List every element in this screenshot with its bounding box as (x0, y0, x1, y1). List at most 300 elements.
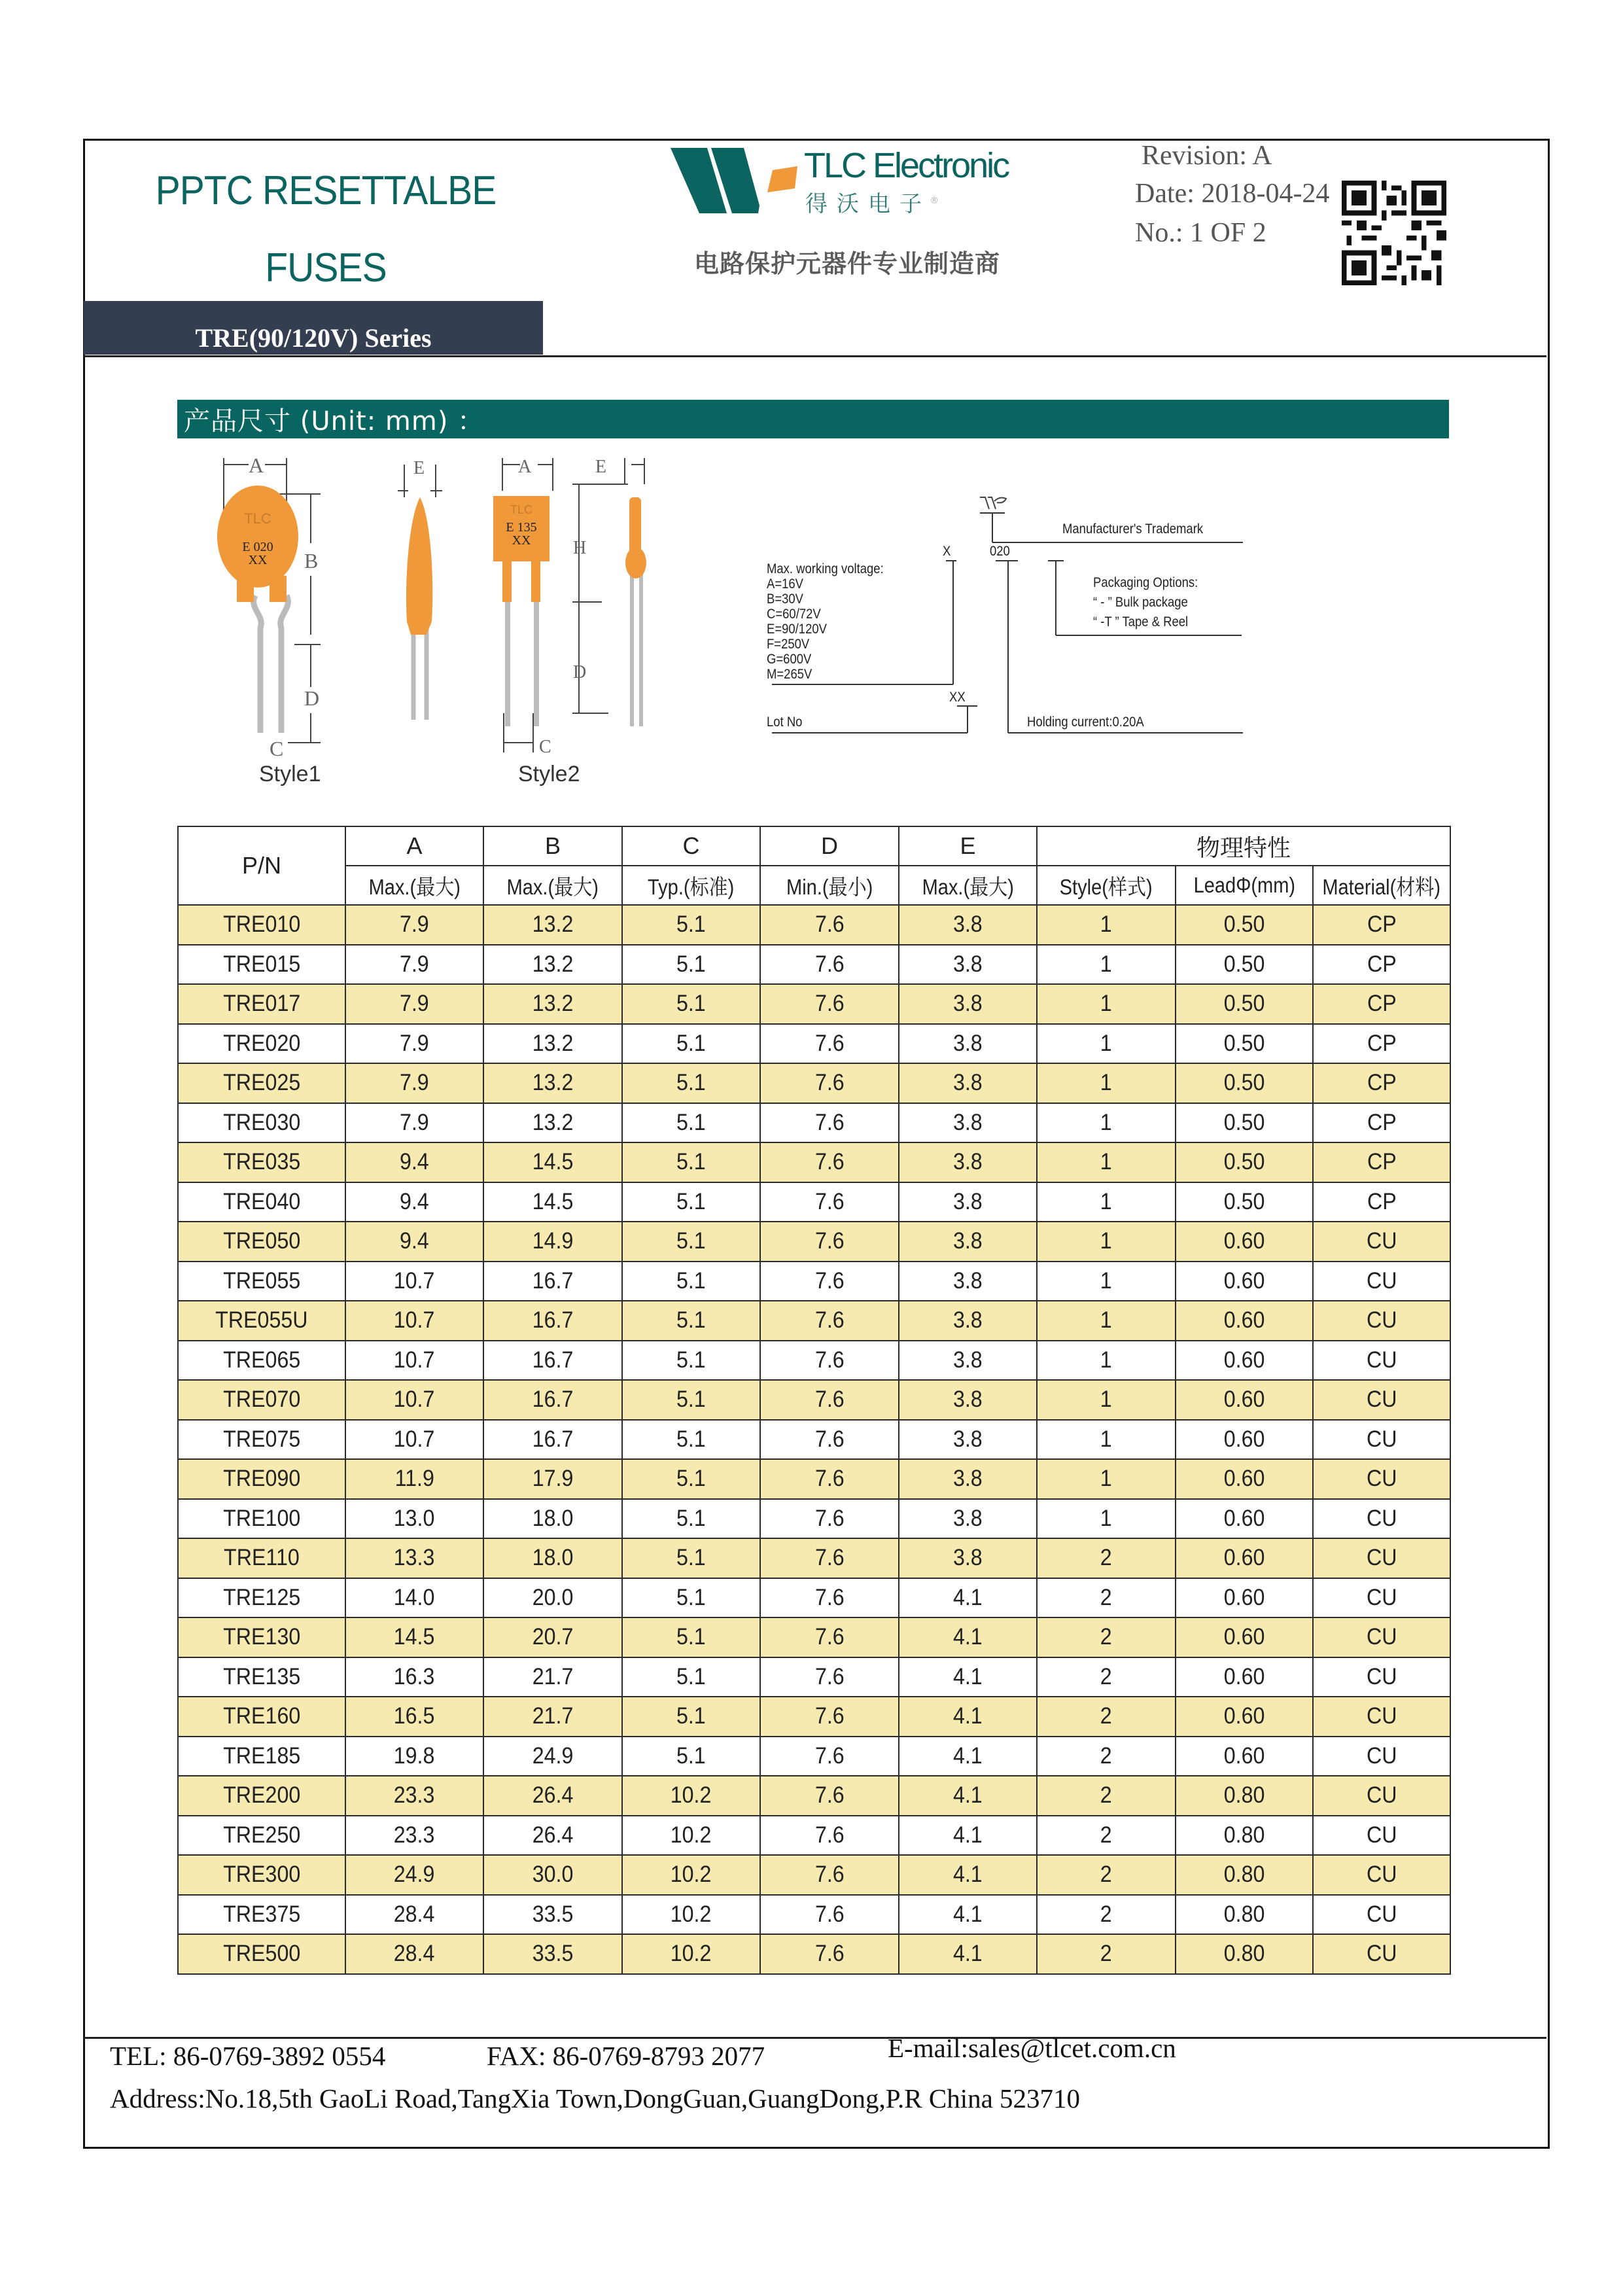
cell-d: 7.6 (760, 1142, 899, 1182)
cell-a: 9.4 (345, 1142, 483, 1182)
cell-pn: TRE160 (178, 1697, 345, 1737)
cell-d: 7.6 (760, 945, 899, 985)
subheader-style: Style(样式) (1037, 866, 1176, 905)
subheader-b: Max.(最大) (483, 866, 622, 905)
svg-text:A: A (249, 453, 264, 477)
cell-style: 2 (1037, 1538, 1176, 1578)
cell-lead: 0.60 (1176, 1301, 1313, 1341)
cell-material: CU (1313, 1934, 1450, 1974)
header-e: E (899, 826, 1037, 866)
cell-a: 28.4 (345, 1895, 483, 1935)
svg-text:C: C (270, 737, 284, 759)
table-row (178, 1697, 1450, 1737)
current-code: 020 (990, 544, 1010, 559)
cell-e: 3.8 (899, 1222, 1037, 1262)
subheader-lead: LeadΦ(mm) (1176, 866, 1313, 905)
table-row (178, 1776, 1450, 1816)
cell-b: 21.7 (483, 1697, 622, 1737)
cell-e: 4.1 (899, 1737, 1037, 1776)
trademark-label: Manufacturer's Trademark (1062, 521, 1204, 537)
cell-d: 7.6 (760, 1657, 899, 1697)
cell-d: 7.6 (760, 1301, 899, 1341)
cell-style: 1 (1037, 1103, 1176, 1143)
cell-e: 3.8 (899, 1499, 1037, 1539)
cell-a: 10.7 (345, 1420, 483, 1460)
cell-e: 3.8 (899, 1262, 1037, 1301)
lot-code: XX (949, 690, 966, 705)
cell-a: 19.8 (345, 1737, 483, 1776)
svg-text:TLC: TLC (510, 503, 533, 516)
cell-style: 2 (1037, 1855, 1176, 1895)
cell-lead: 0.60 (1176, 1737, 1313, 1776)
svg-text:TLC: TLC (244, 510, 271, 527)
cell-e: 3.8 (899, 1538, 1037, 1578)
tlc-logo-icon (667, 143, 797, 221)
svg-text:A: A (518, 457, 532, 477)
cell-b: 13.2 (483, 1103, 622, 1143)
cell-a: 10.7 (345, 1301, 483, 1341)
cell-c: 10.2 (622, 1776, 760, 1816)
cell-lead: 0.50 (1176, 1142, 1313, 1182)
cell-material: CP (1313, 945, 1450, 985)
cell-d: 7.6 (760, 1262, 899, 1301)
cell-c: 5.1 (622, 945, 760, 985)
cell-material: CU (1313, 1657, 1450, 1697)
cell-pn: TRE025 (178, 1063, 345, 1103)
cell-c: 10.2 (622, 1816, 760, 1856)
svg-text:D: D (573, 662, 587, 682)
cell-d: 7.6 (760, 1103, 899, 1143)
cell-material: CP (1313, 1063, 1450, 1103)
cell-c: 5.1 (622, 1262, 760, 1301)
cell-style: 1 (1037, 1499, 1176, 1539)
cell-style: 2 (1037, 1617, 1176, 1657)
cell-d: 7.6 (760, 1024, 899, 1064)
cell-a: 23.3 (345, 1776, 483, 1816)
table-row (178, 984, 1450, 1024)
table-row (178, 1024, 1450, 1064)
cell-material: CU (1313, 1222, 1450, 1262)
cell-e: 3.8 (899, 1024, 1037, 1064)
cell-e: 4.1 (899, 1617, 1037, 1657)
cell-c: 5.1 (622, 1617, 760, 1657)
voltage-options: Max. working voltage: A=16V B=30V C=60/72V E=90/120V F=250V G=600V M=265V (767, 561, 884, 682)
lot-label: Lot No (767, 715, 803, 730)
cell-e: 4.1 (899, 1697, 1037, 1737)
cell-pn: TRE010 (178, 905, 345, 945)
subheader-e: Max.(最大) (899, 866, 1037, 905)
cell-a: 7.9 (345, 905, 483, 945)
cell-material: CU (1313, 1855, 1450, 1895)
cell-e: 3.8 (899, 984, 1037, 1024)
page-number-text: No.: 1 OF 2 (1135, 218, 1266, 248)
cell-pn: TRE185 (178, 1737, 345, 1776)
cell-e: 4.1 (899, 1855, 1037, 1895)
cell-lead: 0.60 (1176, 1222, 1313, 1262)
cell-c: 10.2 (622, 1855, 760, 1895)
svg-text:H: H (573, 538, 587, 558)
table-row (178, 1103, 1450, 1143)
cell-c: 5.1 (622, 1459, 760, 1499)
cell-e: 3.8 (899, 1103, 1037, 1143)
cell-b: 16.7 (483, 1262, 622, 1301)
cell-material: CU (1313, 1262, 1450, 1301)
cell-e: 3.8 (899, 1420, 1037, 1460)
cell-style: 1 (1037, 1222, 1176, 1262)
cell-lead: 0.80 (1176, 1776, 1313, 1816)
cell-a: 13.0 (345, 1499, 483, 1539)
cell-pn: TRE020 (178, 1024, 345, 1064)
cell-a: 9.4 (345, 1182, 483, 1222)
cell-a: 23.3 (345, 1816, 483, 1856)
table-row (178, 1341, 1450, 1381)
cell-pn: TRE015 (178, 945, 345, 985)
cell-material: CP (1313, 1182, 1450, 1222)
table-row (178, 945, 1450, 985)
table-header-row (178, 826, 1450, 866)
footer-email[interactable]: E-mail:sales@tlcet.com.cn (888, 2033, 1176, 2063)
cell-c: 5.1 (622, 1499, 760, 1539)
cell-b: 14.5 (483, 1142, 622, 1182)
cell-lead: 0.60 (1176, 1578, 1313, 1618)
svg-text:XX: XX (248, 553, 268, 567)
dimensions-table (177, 826, 1451, 1975)
cell-b: 13.2 (483, 1063, 622, 1103)
cell-pn: TRE300 (178, 1855, 345, 1895)
cell-pn: TRE017 (178, 984, 345, 1024)
cell-a: 10.7 (345, 1262, 483, 1301)
cell-pn: TRE375 (178, 1895, 345, 1935)
svg-text:C: C (539, 737, 551, 757)
cell-e: 3.8 (899, 1063, 1037, 1103)
header-divider (84, 355, 1546, 357)
footer-fax: FAX: 86-0769-8793 2077 (487, 2041, 765, 2071)
svg-text:E 020: E 020 (242, 540, 273, 554)
cell-e: 3.8 (899, 905, 1037, 945)
cell-lead: 0.80 (1176, 1895, 1313, 1935)
cell-material: CU (1313, 1420, 1450, 1460)
cell-pn: TRE075 (178, 1420, 345, 1460)
cell-b: 21.7 (483, 1657, 622, 1697)
table-row (178, 1459, 1450, 1499)
cell-pn: TRE200 (178, 1776, 345, 1816)
cell-material: CU (1313, 1499, 1450, 1539)
cell-a: 10.7 (345, 1380, 483, 1420)
company-logo (667, 143, 1020, 221)
cell-style: 1 (1037, 984, 1176, 1024)
table-row (178, 1538, 1450, 1578)
table-row (178, 1499, 1450, 1539)
cell-d: 7.6 (760, 1459, 899, 1499)
cell-e: 4.1 (899, 1934, 1037, 1974)
cell-b: 13.2 (483, 1024, 622, 1064)
table-row (178, 1578, 1450, 1618)
table-row (178, 905, 1450, 945)
document-title-line1: PPTC RESETTALBE (155, 168, 497, 213)
table-row (178, 1222, 1450, 1262)
subheader-d: Min.(最小) (760, 866, 899, 905)
cell-c: 5.1 (622, 1380, 760, 1420)
cell-style: 1 (1037, 1459, 1176, 1499)
cell-b: 13.2 (483, 905, 622, 945)
cell-lead: 0.50 (1176, 984, 1313, 1024)
svg-text:E: E (595, 457, 607, 477)
cell-b: 14.9 (483, 1222, 622, 1262)
cell-b: 16.7 (483, 1420, 622, 1460)
table-row (178, 1617, 1450, 1657)
cell-material: CP (1313, 1142, 1450, 1182)
cell-b: 30.0 (483, 1855, 622, 1895)
cell-c: 5.1 (622, 1222, 760, 1262)
cell-b: 20.0 (483, 1578, 622, 1618)
cell-style: 1 (1037, 1142, 1176, 1182)
table-row (178, 1934, 1450, 1974)
cell-c: 10.2 (622, 1934, 760, 1974)
cell-lead: 0.60 (1176, 1380, 1313, 1420)
cell-style: 2 (1037, 1697, 1176, 1737)
voltage-code: X (943, 544, 951, 559)
svg-text:E 135: E 135 (506, 520, 537, 535)
qr-code-icon (1342, 181, 1446, 285)
cell-a: 28.4 (345, 1934, 483, 1974)
svg-text:B: B (304, 549, 319, 573)
cell-style: 2 (1037, 1816, 1176, 1856)
cell-b: 16.7 (483, 1380, 622, 1420)
cell-material: CU (1313, 1459, 1450, 1499)
cell-material: CP (1313, 1103, 1450, 1143)
cell-d: 7.6 (760, 1182, 899, 1222)
table-row (178, 1420, 1450, 1460)
table-row (178, 1142, 1450, 1182)
cell-d: 7.6 (760, 1538, 899, 1578)
table-row (178, 1301, 1450, 1341)
cell-c: 5.1 (622, 1182, 760, 1222)
cell-material: CU (1313, 1697, 1450, 1737)
cell-style: 1 (1037, 1063, 1176, 1103)
cell-lead: 0.80 (1176, 1855, 1313, 1895)
cell-material: CU (1313, 1737, 1450, 1776)
cell-e: 3.8 (899, 1142, 1037, 1182)
cell-style: 1 (1037, 1380, 1176, 1420)
cell-e: 4.1 (899, 1578, 1037, 1618)
cell-c: 5.1 (622, 1142, 760, 1182)
cell-material: CU (1313, 1538, 1450, 1578)
cell-d: 7.6 (760, 1776, 899, 1816)
cell-pn: TRE030 (178, 1103, 345, 1143)
header-pn: P/N (178, 826, 345, 905)
logo-brand-cn: 得沃电子® (805, 192, 947, 217)
footer-tel: TEL: 86-0769-3892 0554 (110, 2041, 386, 2071)
cell-d: 7.6 (760, 1420, 899, 1460)
cell-pn: TRE500 (178, 1934, 345, 1974)
company-tagline: 电路保护元器件专业制造商 (694, 249, 1001, 278)
svg-text:XX: XX (512, 533, 531, 548)
cell-c: 5.1 (622, 1538, 760, 1578)
cell-lead: 0.60 (1176, 1420, 1313, 1460)
cell-lead: 0.60 (1176, 1459, 1313, 1499)
table-row (178, 1816, 1450, 1856)
cell-pn: TRE130 (178, 1617, 345, 1657)
header-b: B (483, 826, 622, 866)
cell-b: 33.5 (483, 1934, 622, 1974)
cell-lead: 0.60 (1176, 1538, 1313, 1578)
cell-e: 4.1 (899, 1657, 1037, 1697)
cell-style: 1 (1037, 945, 1176, 985)
cell-material: CP (1313, 1024, 1450, 1064)
cell-b: 18.0 (483, 1538, 622, 1578)
cell-lead: 0.50 (1176, 1182, 1313, 1222)
cell-lead: 0.80 (1176, 1934, 1313, 1974)
style2-label: Style2 (518, 762, 580, 786)
cell-pn: TRE035 (178, 1142, 345, 1182)
cell-material: CU (1313, 1301, 1450, 1341)
cell-style: 2 (1037, 1934, 1176, 1974)
cell-lead: 0.50 (1176, 1103, 1313, 1143)
cell-style: 1 (1037, 1301, 1176, 1341)
series-label: TRE(90/120V) Series (195, 323, 432, 353)
cell-c: 5.1 (622, 1578, 760, 1618)
cell-c: 5.1 (622, 1024, 760, 1064)
cell-pn: TRE050 (178, 1222, 345, 1262)
cell-material: CU (1313, 1776, 1450, 1816)
cell-style: 1 (1037, 1182, 1176, 1222)
holding-current-label: Holding current:0.20A (1027, 715, 1144, 730)
header-d: D (760, 826, 899, 866)
cell-b: 33.5 (483, 1895, 622, 1935)
cell-c: 5.1 (622, 1657, 760, 1697)
cell-style: 2 (1037, 1657, 1176, 1697)
date-text: Date: 2018-04-24 (1135, 179, 1330, 209)
footer-divider (84, 2037, 1546, 2039)
cell-lead: 0.50 (1176, 1063, 1313, 1103)
cell-pn: TRE040 (178, 1182, 345, 1222)
cell-b: 24.9 (483, 1737, 622, 1776)
footer-address: Address:No.18,5th GaoLi Road,TangXia Town,DongGuan,GuangDong,P.R China 523710 (110, 2083, 1081, 2113)
cell-lead: 0.60 (1176, 1262, 1313, 1301)
cell-d: 7.6 (760, 1617, 899, 1657)
cell-d: 7.6 (760, 1697, 899, 1737)
cell-d: 7.6 (760, 1341, 899, 1381)
revision-text: Revision: A (1142, 141, 1272, 171)
cell-pn: TRE110 (178, 1538, 345, 1578)
cell-d: 7.6 (760, 984, 899, 1024)
cell-pn: TRE100 (178, 1499, 345, 1539)
cell-a: 7.9 (345, 984, 483, 1024)
cell-style: 1 (1037, 905, 1176, 945)
cell-material: CU (1313, 1895, 1450, 1935)
cell-b: 16.7 (483, 1341, 622, 1381)
style2-diagram (484, 445, 700, 759)
cell-lead: 0.50 (1176, 945, 1313, 985)
cell-c: 5.1 (622, 1341, 760, 1381)
cell-b: 17.9 (483, 1459, 622, 1499)
subheader-a: Max.(最大) (345, 866, 483, 905)
cell-e: 3.8 (899, 1380, 1037, 1420)
subheader-material: Material(材料) (1313, 866, 1450, 905)
cell-lead: 0.60 (1176, 1341, 1313, 1381)
document-title-line2: FUSES (265, 245, 387, 291)
cell-material: CU (1313, 1578, 1450, 1618)
cell-c: 5.1 (622, 1103, 760, 1143)
table-row (178, 1895, 1450, 1935)
cell-b: 13.2 (483, 984, 622, 1024)
cell-a: 10.7 (345, 1341, 483, 1381)
cell-pn: TRE090 (178, 1459, 345, 1499)
cell-a: 14.0 (345, 1578, 483, 1618)
cell-lead: 0.50 (1176, 905, 1313, 945)
cell-style: 1 (1037, 1262, 1176, 1301)
cell-pn: TRE055 (178, 1262, 345, 1301)
cell-a: 13.3 (345, 1538, 483, 1578)
cell-a: 9.4 (345, 1222, 483, 1262)
cell-e: 3.8 (899, 1341, 1037, 1381)
cell-e: 4.1 (899, 1776, 1037, 1816)
cell-material: CU (1313, 1380, 1450, 1420)
cell-a: 11.9 (345, 1459, 483, 1499)
cell-a: 7.9 (345, 1024, 483, 1064)
cell-d: 7.6 (760, 1895, 899, 1935)
table-row (178, 1182, 1450, 1222)
packaging-options: Packaging Options: “ - ” Bulk package “ -T ” Tape & Reel (1093, 575, 1198, 629)
cell-e: 3.8 (899, 945, 1037, 985)
table-row (178, 1063, 1450, 1103)
header-a: A (345, 826, 483, 866)
cell-style: 2 (1037, 1776, 1176, 1816)
logo-brand-text: TLC Electronic (804, 146, 1009, 185)
subheader-c: Typ.(标准) (622, 866, 760, 905)
cell-pn: TRE070 (178, 1380, 345, 1420)
section-title-bar (177, 400, 1449, 438)
table-subheader-row (178, 866, 1450, 905)
cell-material: CU (1313, 1617, 1450, 1657)
cell-lead: 0.60 (1176, 1499, 1313, 1539)
table-row (178, 1380, 1450, 1420)
cell-e: 3.8 (899, 1182, 1037, 1222)
cell-material: CU (1313, 1816, 1450, 1856)
cell-a: 14.5 (345, 1617, 483, 1657)
cell-c: 5.1 (622, 984, 760, 1024)
cell-e: 3.8 (899, 1459, 1037, 1499)
cell-pn: TRE135 (178, 1657, 345, 1697)
series-banner (84, 301, 543, 355)
cell-d: 7.6 (760, 1499, 899, 1539)
cell-a: 7.9 (345, 1103, 483, 1143)
cell-c: 5.1 (622, 1697, 760, 1737)
cell-d: 7.6 (760, 1737, 899, 1776)
cell-style: 1 (1037, 1024, 1176, 1064)
header-c: C (622, 826, 760, 866)
cell-d: 7.6 (760, 905, 899, 945)
style1-label: Style1 (259, 762, 321, 786)
cell-style: 1 (1037, 1420, 1176, 1460)
cell-d: 7.6 (760, 1063, 899, 1103)
svg-text:D: D (304, 686, 320, 710)
cell-d: 7.6 (760, 1934, 899, 1974)
cell-c: 5.1 (622, 1301, 760, 1341)
cell-material: CU (1313, 1341, 1450, 1381)
cell-pn: TRE125 (178, 1578, 345, 1618)
cell-b: 20.7 (483, 1617, 622, 1657)
cell-material: CP (1313, 905, 1450, 945)
cell-a: 24.9 (345, 1855, 483, 1895)
cell-lead: 0.60 (1176, 1697, 1313, 1737)
cell-style: 2 (1037, 1895, 1176, 1935)
cell-a: 16.3 (345, 1657, 483, 1697)
cell-a: 16.5 (345, 1697, 483, 1737)
cell-a: 7.9 (345, 945, 483, 985)
cell-d: 7.6 (760, 1855, 899, 1895)
svg-text:E: E (413, 458, 425, 478)
